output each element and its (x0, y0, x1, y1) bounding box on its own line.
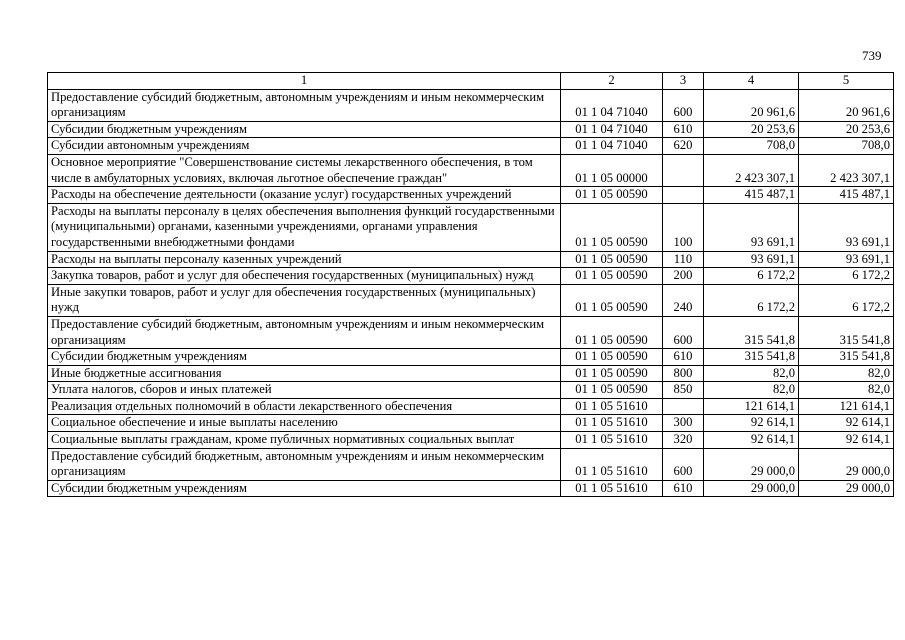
column-header: 2 (561, 73, 663, 90)
table-row (48, 89, 894, 121)
row-name: Расходы на выплаты персоналу казенных учреждений (48, 251, 561, 268)
row-name: Предоставление субсидий бюджетным, автономным учреждениям и иным некоммерческим организациям (48, 316, 561, 348)
row-value-2024: 29 000,0 (704, 480, 799, 497)
row-expense-type: 200 (663, 268, 704, 285)
row-value-2024: 92 614,1 (704, 415, 799, 432)
page-number: 739 (862, 48, 882, 63)
column-header: 1 (48, 73, 561, 90)
row-value-2025: 20 961,6 (799, 89, 894, 121)
row-expense-type: 600 (663, 316, 704, 348)
row-name: Предоставление субсидий бюджетным, автономным учреждениям и иным некоммерческим организациям (48, 448, 561, 480)
row-expense-type: 100 (663, 203, 704, 251)
row-code: 01 1 04 71040 (561, 138, 663, 155)
row-name: Субсидии бюджетным учреждениям (48, 121, 561, 138)
row-name: Иные закупки товаров, работ и услуг для обеспечения государственных (муниципальных) нужд (48, 284, 561, 316)
table-row (48, 415, 894, 432)
row-value-2024: 20 961,6 (704, 89, 799, 121)
row-name: Субсидии бюджетным учреждениям (48, 349, 561, 366)
table-row (48, 251, 894, 268)
row-value-2024: 93 691,1 (704, 203, 799, 251)
row-value-2024: 20 253,6 (704, 121, 799, 138)
table-row (48, 203, 894, 251)
row-expense-type: 240 (663, 284, 704, 316)
row-code: 01 1 05 00590 (561, 365, 663, 382)
row-code: 01 1 05 00590 (561, 284, 663, 316)
row-value-2025: 415 487,1 (799, 187, 894, 204)
table-row (48, 480, 894, 497)
row-value-2025: 29 000,0 (799, 448, 894, 480)
row-expense-type: 610 (663, 349, 704, 366)
row-name: Субсидии автономным учреждениям (48, 138, 561, 155)
row-name: Иные бюджетные ассигнования (48, 365, 561, 382)
table-row (48, 187, 894, 204)
row-code: 01 1 05 00590 (561, 203, 663, 251)
row-code: 01 1 05 51610 (561, 480, 663, 497)
row-code: 01 1 05 51610 (561, 432, 663, 449)
row-value-2025: 93 691,1 (799, 251, 894, 268)
row-code: 01 1 05 00590 (561, 187, 663, 204)
table-row (48, 448, 894, 480)
row-value-2025: 82,0 (799, 365, 894, 382)
table-row (48, 365, 894, 382)
row-value-2025: 92 614,1 (799, 432, 894, 449)
table-row (48, 382, 894, 399)
row-value-2024: 6 172,2 (704, 268, 799, 285)
row-expense-type: 800 (663, 365, 704, 382)
row-expense-type: 610 (663, 121, 704, 138)
row-value-2024: 315 541,8 (704, 349, 799, 366)
row-value-2025: 92 614,1 (799, 415, 894, 432)
row-expense-type: 320 (663, 432, 704, 449)
row-code: 01 1 05 00590 (561, 316, 663, 348)
row-code: 01 1 05 51610 (561, 398, 663, 415)
row-value-2025: 708,0 (799, 138, 894, 155)
row-expense-type: 110 (663, 251, 704, 268)
table-row (48, 154, 894, 186)
row-value-2025: 6 172,2 (799, 284, 894, 316)
table-header-row (48, 73, 894, 90)
row-name: Уплата налогов, сборов и иных платежей (48, 382, 561, 399)
row-value-2025: 121 614,1 (799, 398, 894, 415)
row-name: Закупка товаров, работ и услуг для обеспечения государственных (муниципальных) нужд (48, 268, 561, 285)
table-row (48, 138, 894, 155)
row-expense-type: 600 (663, 448, 704, 480)
row-value-2024: 29 000,0 (704, 448, 799, 480)
row-name: Социальные выплаты гражданам, кроме публичных нормативных социальных выплат (48, 432, 561, 449)
column-header: 3 (663, 73, 704, 90)
table-row (48, 284, 894, 316)
row-name: Реализация отдельных полномочий в области лекарственного обеспечения (48, 398, 561, 415)
column-header: 4 (704, 73, 799, 90)
table-row (48, 432, 894, 449)
row-expense-type (663, 187, 704, 204)
table-row (48, 121, 894, 138)
row-name: Расходы на выплаты персоналу в целях обеспечения выполнения функций государственными (муниципальными) органами, казенными учреждениями, органами управления государственными внебюджетными фондами (48, 203, 561, 251)
row-value-2025: 6 172,2 (799, 268, 894, 285)
row-value-2024: 708,0 (704, 138, 799, 155)
row-expense-type: 610 (663, 480, 704, 497)
row-expense-type (663, 154, 704, 186)
row-value-2024: 92 614,1 (704, 432, 799, 449)
row-code: 01 1 04 71040 (561, 121, 663, 138)
row-value-2024: 82,0 (704, 382, 799, 399)
row-code: 01 1 05 51610 (561, 415, 663, 432)
row-value-2024: 82,0 (704, 365, 799, 382)
budget-table (47, 72, 894, 497)
row-name: Основное мероприятие "Совершенствование системы лекарственного обеспечения, в том числе в амбулаторных условиях, включая льготное обеспечение граждан" (48, 154, 561, 186)
row-value-2025: 29 000,0 (799, 480, 894, 497)
row-value-2024: 93 691,1 (704, 251, 799, 268)
row-value-2024: 315 541,8 (704, 316, 799, 348)
row-code: 01 1 05 51610 (561, 448, 663, 480)
row-expense-type: 620 (663, 138, 704, 155)
row-value-2025: 93 691,1 (799, 203, 894, 251)
table-row (48, 316, 894, 348)
row-code: 01 1 05 00590 (561, 251, 663, 268)
row-value-2025: 20 253,6 (799, 121, 894, 138)
row-code: 01 1 05 00590 (561, 382, 663, 399)
row-value-2025: 315 541,8 (799, 349, 894, 366)
table-row (48, 268, 894, 285)
row-expense-type: 300 (663, 415, 704, 432)
row-expense-type: 850 (663, 382, 704, 399)
row-code: 01 1 05 00000 (561, 154, 663, 186)
row-value-2024: 6 172,2 (704, 284, 799, 316)
row-value-2024: 2 423 307,1 (704, 154, 799, 186)
row-value-2024: 121 614,1 (704, 398, 799, 415)
row-value-2025: 315 541,8 (799, 316, 894, 348)
row-code: 01 1 05 00590 (561, 268, 663, 285)
row-value-2024: 415 487,1 (704, 187, 799, 204)
table-row (48, 398, 894, 415)
row-name: Социальное обеспечение и иные выплаты населению (48, 415, 561, 432)
row-expense-type (663, 398, 704, 415)
row-code: 01 1 05 00590 (561, 349, 663, 366)
row-name: Расходы на обеспечение деятельности (оказание услуг) государственных учреждений (48, 187, 561, 204)
table-row (48, 349, 894, 366)
row-name: Субсидии бюджетным учреждениям (48, 480, 561, 497)
column-header: 5 (799, 73, 894, 90)
row-value-2025: 2 423 307,1 (799, 154, 894, 186)
row-code: 01 1 04 71040 (561, 89, 663, 121)
row-value-2025: 82,0 (799, 382, 894, 399)
row-name: Предоставление субсидий бюджетным, автономным учреждениям и иным некоммерческим организациям (48, 89, 561, 121)
row-expense-type: 600 (663, 89, 704, 121)
